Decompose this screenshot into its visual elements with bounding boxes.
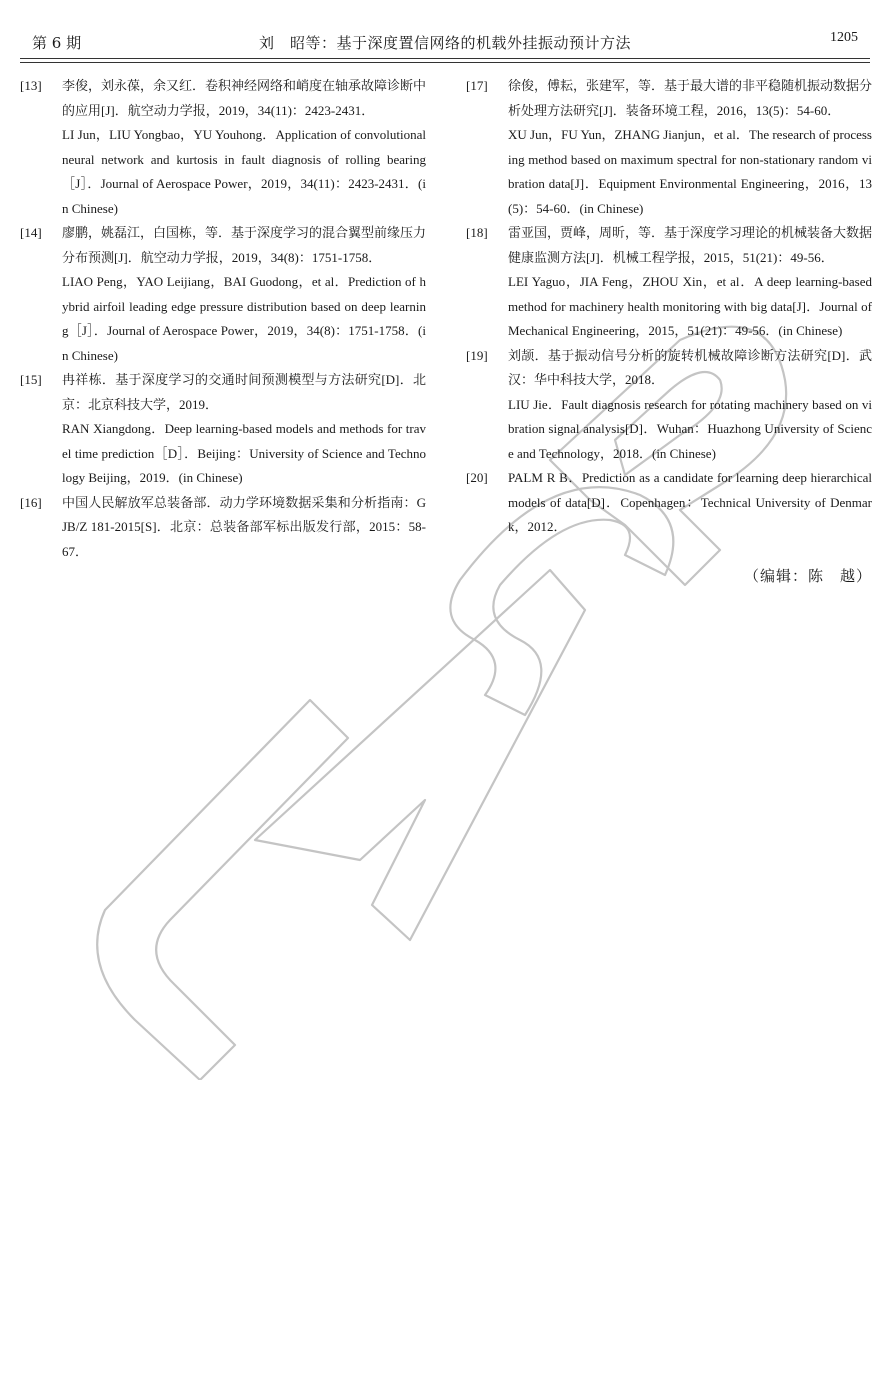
reference-chinese: 刘颉．基于振动信号分析的旋转机械故障诊断方法研究[D]．武汉：华中科技大学，2018． xyxy=(508,347,872,387)
reference-english: LIAO Peng，YAO Leijiang，BAI Guodong，et al．Prediction of hybrid airfoil leading edge pressure distribution based on deep learning［J］．Journal of Aerospace Power，2019，34(8)：1751-1758．(in Chinese) xyxy=(62,274,426,363)
reference-english: LI Jun，LIU Yongbao，YU Youhong．Application of convolutional neural network and kurtosis in fault diagnosis of rolling bearing［J］．Journal of Aerospace Power，2019，34(11)：2423-2431．(in Chinese) xyxy=(62,127,426,216)
reference-item-19 xyxy=(466,344,872,467)
reference-chinese: 李俊，刘永葆，余又红．卷积神经网络和峭度在轴承故障诊断中的应用[J]．航空动力学报，2019，34(11)：2423-2431． xyxy=(62,78,427,118)
editor-credit: （编辑：陈 越） xyxy=(743,567,872,585)
header-rule-thick xyxy=(20,58,870,59)
running-header xyxy=(20,28,870,56)
header-rule-thin xyxy=(20,62,870,63)
reference-column-left xyxy=(20,74,426,564)
reference-item-16 xyxy=(20,491,426,565)
reference-chinese: 廖鹏，姚磊江，白国栋，等．基于深度学习的混合翼型前缘压力分布预测[J]．航空动力学报，2019，34(8)：1751-1758． xyxy=(62,225,427,265)
reference-item-17 xyxy=(466,74,872,221)
reference-item-13 xyxy=(20,74,426,221)
reference-number: [15] xyxy=(20,372,42,387)
reference-english: PALM R B．Prediction as a candidate for learning deep hierarchical models of data[D]．Copenhagen：Technical University of Denmark，2012． xyxy=(508,470,872,534)
reference-number: [16] xyxy=(20,494,42,510)
reference-number: [14] xyxy=(20,225,42,240)
reference-item-15 xyxy=(20,368,426,491)
reference-number: [18] xyxy=(466,225,488,240)
reference-column-right xyxy=(466,74,872,540)
reference-chinese: 徐俊，傅耘，张建军，等．基于最大谱的非平稳随机振动数据分析处理方法研究[J]．装备环境工程，2016，13(5)：54-60． xyxy=(508,78,873,118)
reference-item-20 xyxy=(466,466,872,540)
reference-number: [19] xyxy=(466,347,488,363)
reference-number: [13] xyxy=(20,78,42,93)
reference-chinese: 冉祥栋．基于深度学习的交通时间预测模型与方法研究[D]．北京：北京科技大学，2019． xyxy=(62,372,426,412)
reference-chinese: 中国人民解放军总装备部．动力学环境数据采集和分析指南：GJB/Z 181-2015[S]．北京：总装备部军标出版发行部，2015：58-67． xyxy=(62,494,426,559)
reference-item-14 xyxy=(20,221,426,368)
reference-english: XU Jun，FU Yun，ZHANG Jianjun，et al．The research of processing method based on maximum spectral for non-stationary random vibration data[J]．Equipment Environmental Engineering，2016，13(5)：54-60．(in Chinese) xyxy=(508,127,872,216)
page-number: 1205 xyxy=(830,30,858,45)
reference-number: [20] xyxy=(466,470,488,485)
reference-number: [17] xyxy=(466,78,488,93)
running-title: 刘 昭等：基于深度置信网络的机载外挂振动预计方法 xyxy=(258,34,631,52)
reference-english: LIU Jie．Fault diagnosis research for rotating machinery based on vibration signal analysis[D]．Wuhan：Huazhong University of Science and Technology，2018．(in Chinese) xyxy=(508,396,872,461)
reference-english: LEI Yaguo，JIA Feng，ZHOU Xin，et al．A deep learning-based method for machinery health monitoring with big data[J]．Journal of Mechanical Engineering，2015，51(21)：49-56．(in Chinese) xyxy=(508,274,872,338)
issue-number: 第 6 期 xyxy=(32,34,82,52)
reference-chinese: 雷亚国，贾峰，周昕，等．基于深度学习理论的机械装备大数据健康监测方法[J]．机械工程学报，2015，51(21)：49-56． xyxy=(508,225,873,265)
reference-item-18 xyxy=(466,221,872,344)
reference-english: RAN Xiangdong．Deep learning-based models and methods for travel time prediction［D］．Beijing：University of Science and Technology Beijing，2019．(in Chinese) xyxy=(62,421,426,485)
